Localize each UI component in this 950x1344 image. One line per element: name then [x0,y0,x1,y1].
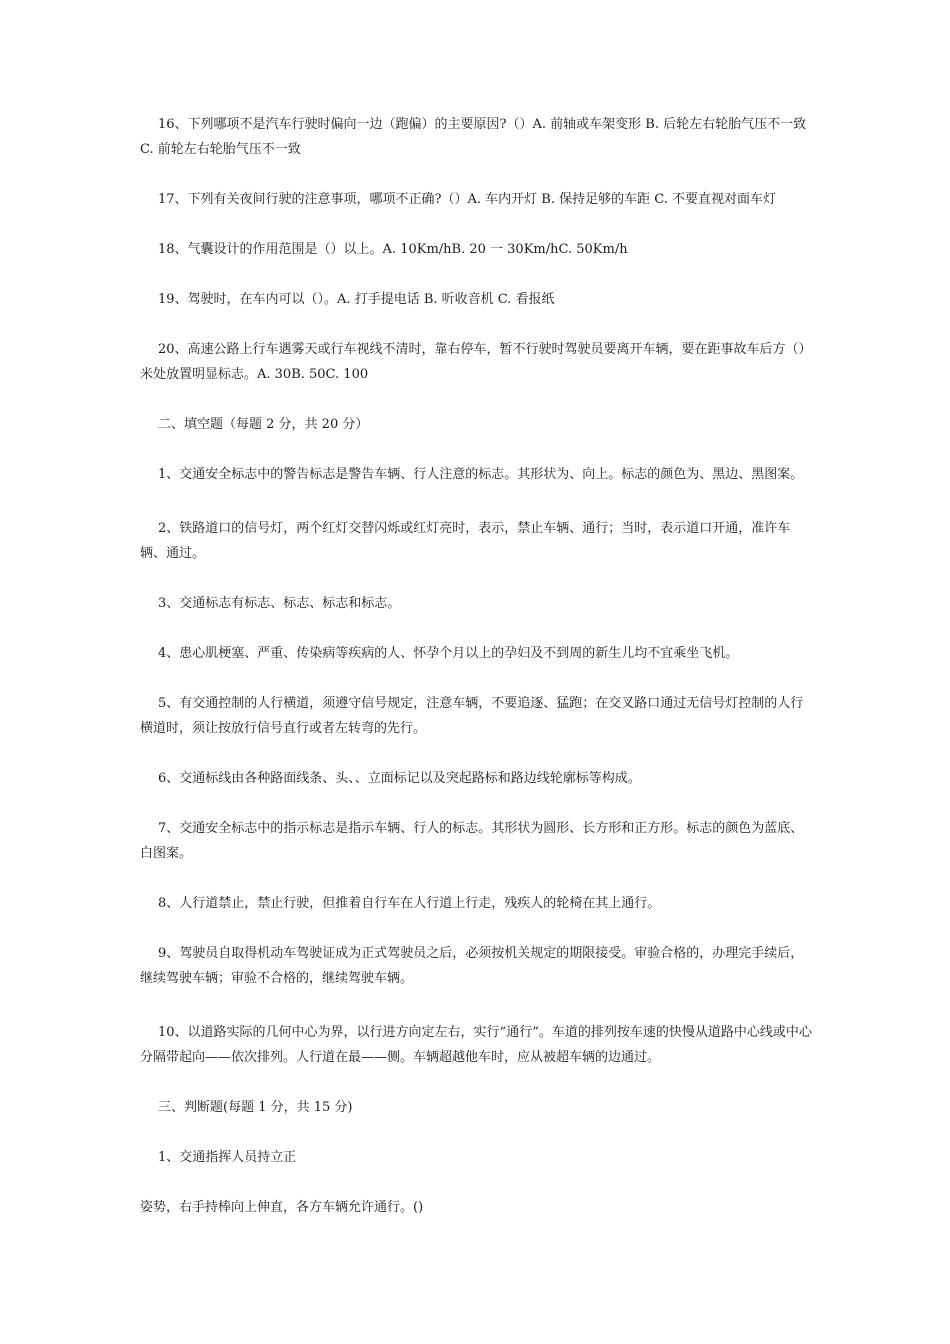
judge-question-1: 1、交通指挥人员持立正 [158,1150,297,1165]
fill-question-7: 7、交通安全标志中的指示标志是指示车辆、行人的标志。其形状为圆形、长方形和正方形。标志的颜色为蓝底、白图案。 [140,821,804,861]
judge-question-1-continued: 姿势，右手持棒向上伸直，各方车辆允许通行。() [140,1200,424,1215]
fill-question-3: 3、交通标志有标志、标志、标志和标志。 [158,596,401,611]
fill-question-9: 9、驾驶员自取得机动车驾驶证成为正式驾驶员之后，必须按机关规定的期限接受。审验合格的，办理完手续后，继续驾驶车辆；审验不合格的，继续驾驶车辆。 [140,946,804,986]
section-heading-fill-in: 二、填空题（每题 2 分，共 20 分） [158,417,369,432]
fill-question-5: 5、有交通控制的人行横道，须遵守信号规定，注意车辆，不要追逐、猛跑；在交叉路口通过无信号灯控制的人行横道时，须让按放行信号直行或者左转弯的先行。 [140,696,804,736]
fill-question-4: 4、患心肌梗塞、严重、传染病等疾病的人、怀孕个月以上的孕妇及不到周的新生儿均不宜乘坐飞机。 [158,646,739,661]
fill-question-1: 1、交通安全标志中的警告标志是警告车辆、行人注意的标志。其形状为、向上。标志的颜色为、黑边、黑图案。 [158,467,804,482]
fill-question-2: 2、铁路道口的信号灯，两个红灯交替闪烁或红灯亮时，表示，禁止车辆、通行；当时，表示道口开通，准许车辆、通过。 [140,521,791,561]
fill-question-10: 10、以道路实际的几何中心为界，以行进方向定左右，实行“通行”。车道的排列按车速的快慢从道路中心线或中心分隔带起向——依次排列。人行道在最——侧。车辆超越他车时，应从被超车辆的边通过。 [140,1025,812,1065]
question-20: 20、高速公路上行车遇雾天或行车视线不清时，靠右停车，暂不行驶时驾驶员要离开车辆，要在距事故车后方（）米处放置明显标志。A. 30B. 50C. 100 [140,342,812,382]
document-page [140,112,815,1220]
question-16: 16、下列哪项不是汽车行驶时偏向一边（跑偏）的主要原因?（）A. 前轴或车架变形 B. 后轮左右轮胎气压不一致 C. 前轮左右轮胎气压不一致 [140,117,807,157]
fill-question-8: 8、人行道禁止，禁止行驶，但推着自行车在人行道上行走，残疾人的轮椅在其上通行。 [158,896,661,911]
fill-question-6: 6、交通标线由各种路面线条、头、、立面标记以及突起路标和路边线轮廓标等构成。 [158,771,641,786]
question-17: 17、下列有关夜间行驶的注意事项，哪项不正确?（）A. 车内开灯 B. 保持足够的车距 C. 不要直视对面车灯 [158,192,776,207]
question-19: 19、驾驶时，在车内可以（）。A. 打手提电话 B. 听收音机 C. 看报纸 [158,292,555,307]
question-18: 18、气囊设计的作用范围是（）以上。A. 10Km/hB. 20 一 30Km/hC. 50Km/h [158,242,628,257]
section-heading-true-false: 三、判断题(每题 1 分，共 15 分) [158,1100,353,1115]
